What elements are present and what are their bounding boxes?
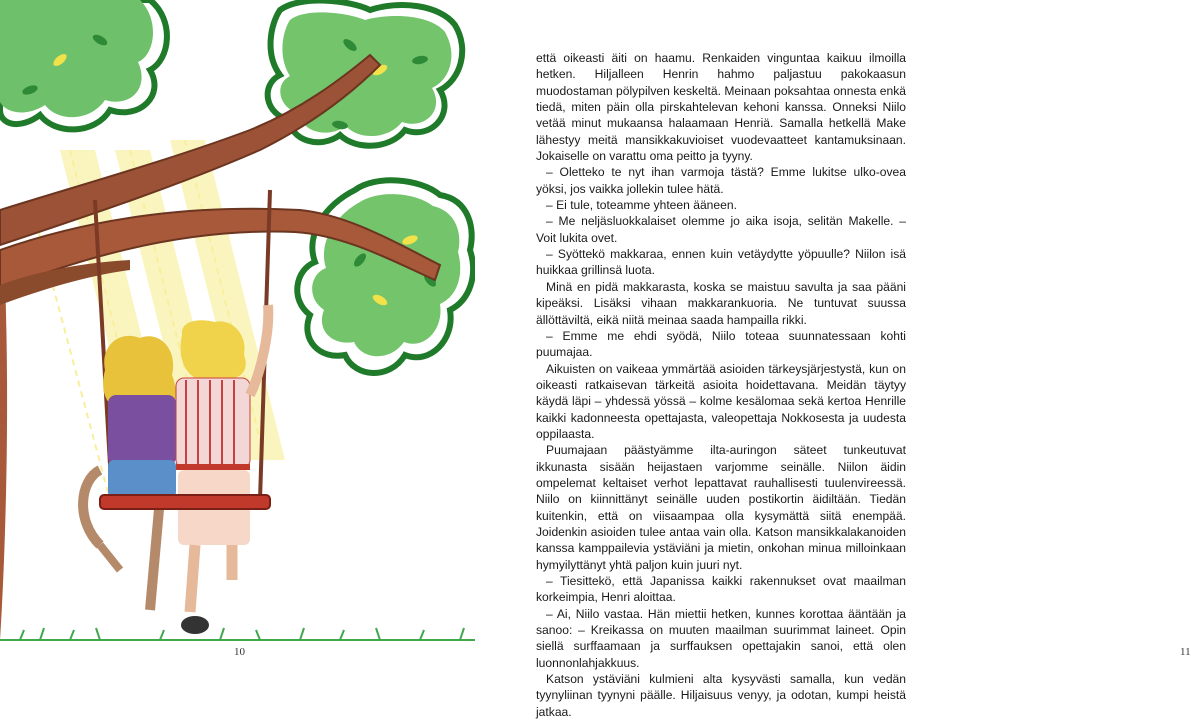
paragraph: – Emme me ehdi syödä, Niilo toteaa suunnatessaan kohti puumajaa.: [536, 328, 906, 360]
paragraph: – Tiesittekö, että Japanissa kaikki rakennukset ovat maailman korkeimpia, Henri aloittaa.: [536, 574, 906, 605]
story-text: [536, 50, 906, 719]
left-page: [0, 0, 475, 693]
page-number-left: 10: [234, 646, 245, 658]
paragraph: – Ei tule, toteamme yhteen ääneen.: [546, 198, 737, 213]
right-page: [475, 0, 1191, 719]
paragraph: Aikuisten on vaikeaa ymmärtää asioiden tärkeysjärjestystä, kun on oikeasti ratkaisevan tärkeitä asioita hoidettavana. Meidän täytyy käydä läpi – yhdessä yössä – kolme kesälomaa sekä kertoa Henrille kaikki kadonneesta opettajasta, valeopettaja Nokkosesta ja uudesta oppilaasta.: [536, 361, 906, 441]
grass: [0, 628, 475, 640]
paragraph: Puumajaan päästyämme ilta-auringon säteet tunkeutuvat ikkunasta sisään heijastaen varjomme seinälle. Niilon äidin ompelemat keltaiset verhot lepattavat rauhallisesti tuulenvireessä. Niilo on kiinnittänyt seinälle uuden postikortin äidiltään. Tiedän kuitenkin, että on viisaampaa olla kysymättä siitä enempää. Joidenkin asioiden tulee antaa vain olla. Katson mansikkalakanoiden kanssa kamppailevia ystäviäni ja mietin, onkohan minua milloinkaan hymyilyttänyt yhtä paljon kuin juuri nyt.: [536, 443, 906, 572]
paragraph: Minä en pidä makkarasta, koska se maistuu savulta ja saa pääni kipeäksi. Lisäksi vihaan makkarankuoria. Ne tuntuvat suussa ällöttäviltä, eikä niitä meinaa saada hampailla rikki.: [536, 279, 906, 327]
paragraph: – Syöttekö makkaraa, ennen kuin vetäydytte yöpuulle? Niilon isä huikkaa grillinsä luota.: [536, 247, 906, 278]
swing-illustration: [0, 0, 475, 693]
paragraph: – Oletteko te nyt ihan varmoja tästä? Emme lukitse ulko-ovea yöksi, jos vaikka jollekin tulee hätä.: [536, 165, 906, 196]
paragraph: että oikeasti äiti on haamu. Renkaiden vinguntaa kaikuu ilmoilla hetken. Hiljalleen Henrin hahmo paljastuu pakokaasun muodostaman pölypilven keskeltä. Meinaan poksahtaa onnesta enkä tiedä, miten päin olla pirskahtelevan kehoni kanssa. Onneksi Niilo vetää minut mukaansa halaamaan Henriä. Samalla hetkellä Make lähestyy meitä mansikkakuvioiset vuodevaatteet kantamuksinaan. Jokaiselle on varattu oma peitto ja tyyny.: [536, 51, 906, 164]
paragraph: Katson ystäviäni kulmieni alta kysyvästi samalla, kun vedän tyynyliinan tyynyni päälle. Hiljaisuus venyy, ja odotan, kumpi heistä jatkaa.: [536, 672, 906, 719]
page-number-right: 11: [1180, 646, 1191, 658]
paragraph: – Ai, Niilo vastaa. Hän miettii hetken, kunnes korottaa ääntään ja sanoo: – Kreikassa on muuten maailman suurimmat laineet. Opin siellä surffaamaan ja surffauksen opettajakin sanoi, että olen luonnonlahjakkuus.: [536, 606, 906, 670]
paragraph: – Me neljäsluokkalaiset olemme jo aika isoja, selitän Makelle. – Voit lukita ovet.: [536, 214, 906, 245]
